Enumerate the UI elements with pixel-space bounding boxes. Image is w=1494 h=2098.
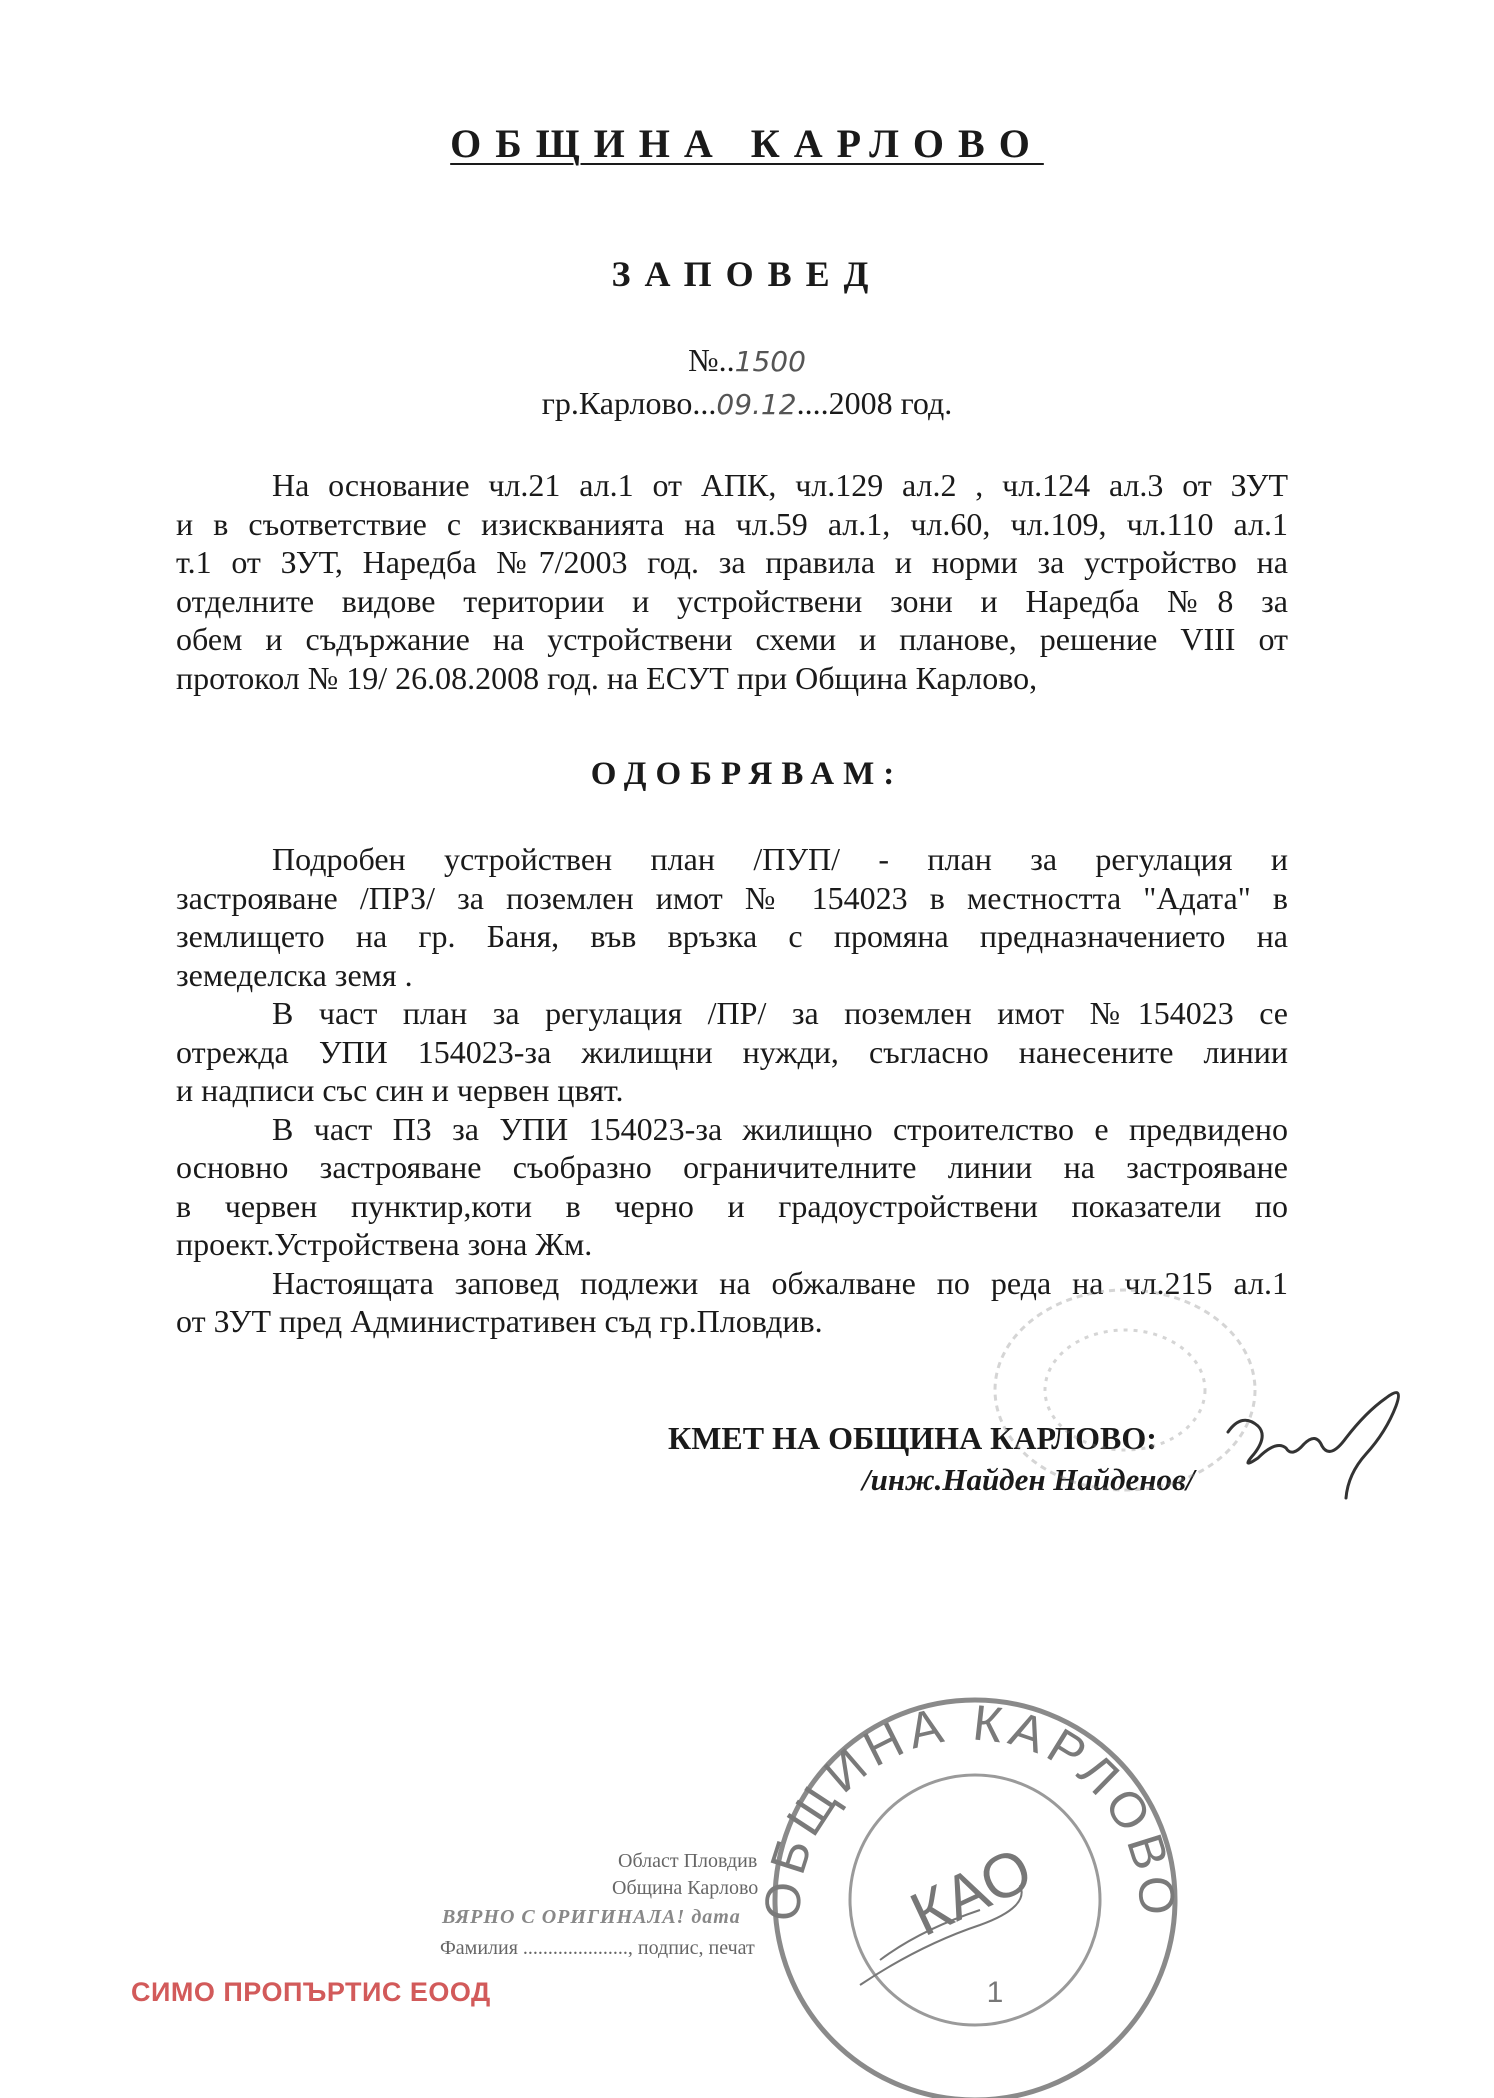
paragraph-line: На основание чл.21 ал.1 от АПК, чл.129 ал.2 , чл.124 ал.3 от ЗУТ <box>272 467 1288 503</box>
paragraph-line: землището на гр. Баня, във връзка с промяна предназначението на <box>176 918 1288 954</box>
cert-region: Област Пловдив <box>618 1850 758 1872</box>
paragraph-line: земеделска земя . <box>176 956 413 993</box>
seal-center-text: КАО <box>900 1834 1043 1950</box>
paragraph-line: Настоящата заповед подлежи на обжалване по реда на чл.215 ал.1 <box>272 1264 1288 1301</box>
seal-number: 1 <box>986 1976 1004 2009</box>
order-number-prefix: №.. <box>688 342 735 378</box>
year-suffix: год. <box>900 385 953 421</box>
paragraph-line: в червен пунктир,коти в черно и градоустройствени показатели по <box>176 1187 1288 1224</box>
paragraph-line: от ЗУТ пред Административен съд гр.Пловдив. <box>176 1303 823 1339</box>
order-number-value: 1500 <box>734 345 806 378</box>
signer-title: КМЕТ НА ОБЩИНА КАРЛОВО: <box>668 1420 1157 1456</box>
approve-heading: ОДОБРЯВАМ: <box>590 756 904 792</box>
paragraph-line: и надписи със син и червен цвят. <box>176 1072 624 1108</box>
company-watermark: СИМО ПРОПЪРТИС ЕООД <box>131 1977 491 2007</box>
handwritten-signature <box>1228 1393 1398 1498</box>
cert-true-copy: ВЯРНО С ОРИГИНАЛА! дата <box>442 1906 741 1928</box>
place-prefix: гр.Карлово... <box>541 385 717 421</box>
cert-signature-line: Фамилия ....................., подпис, печат <box>440 1937 755 1959</box>
paragraph-line: т.1 от ЗУТ, Наредба №7/2003 год. за правила и норми за устройство на <box>176 544 1288 580</box>
place-year: ....2008 <box>796 385 893 421</box>
document-type: ЗАПОВЕД <box>611 254 883 294</box>
paragraph-line: протокол № 19/ 26.08.2008 год. на ЕСУТ при Община Карлово, <box>176 659 1038 696</box>
cert-municipality: Община Карлово <box>612 1877 759 1899</box>
paragraph-line: застрояване /ПРЗ/ за поземлен имот № 154023 в местността "Адата" в <box>176 879 1288 916</box>
paragraph-line: и в съответствие с изискванията на чл.59 ал.1, чл.60, чл.109, чл.110 ал.1 <box>176 505 1288 542</box>
paragraph-line: В част план за регулация /ПР/ за поземлен имот №154023 се <box>272 995 1288 1031</box>
paragraph-line: В част ПЗ за УПИ 154023-за жилищно строителство е предвидено <box>272 1110 1288 1147</box>
faint-round-stamp <box>995 1290 1255 1490</box>
official-seal <box>754 1694 1186 2098</box>
signer-name: /инж.Найден Найденов/ <box>862 1462 1195 1497</box>
paragraph-line: основно застрояване съобразно ограничителните линии на застрояване <box>176 1149 1288 1185</box>
order-date: 09.12 <box>716 388 797 421</box>
paragraph-line: проект.Устройствена зона Жм. <box>176 1226 593 1262</box>
paragraph-line: отделните видове територии и устройствени зони и Наредба №8 за <box>176 582 1288 619</box>
municipality-name: ОБЩИНА КАРЛОВО <box>450 121 1044 166</box>
paragraph-line: Подробен устройствен план /ПУП/ - план за регулация и <box>272 841 1288 877</box>
seal-ring-text: ОБЩИНА КАРЛОВО <box>754 1694 1186 1923</box>
paragraph-line: обем и съдържание на устройствени схеми и планове, решение VIII от <box>176 621 1288 657</box>
paragraph-line: отрежда УПИ 154023-за жилищни нужди, съгласно нанесените линии <box>176 1033 1288 1070</box>
